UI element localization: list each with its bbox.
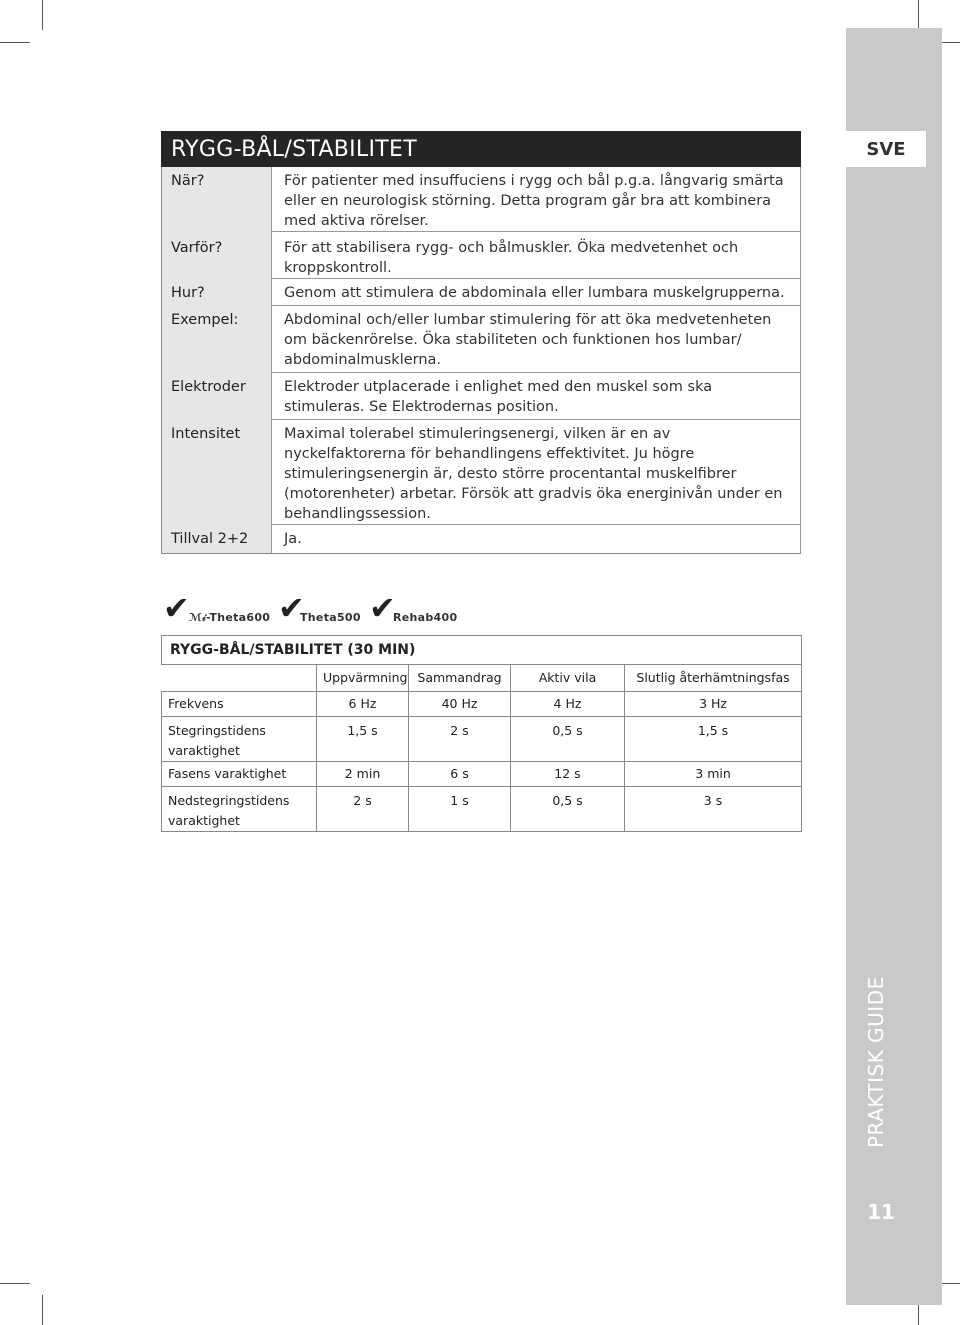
table-cell: 1,5 s xyxy=(625,717,802,762)
table-cell: 4 Hz xyxy=(511,692,625,717)
checkmark-icon: ✔ xyxy=(163,589,190,627)
table-cell: 2 s xyxy=(409,717,511,762)
crop-mark xyxy=(918,0,919,30)
table-cell: 40 Hz xyxy=(409,692,511,717)
row-value: För att stabilisera rygg- och bålmuskler. Öka medvetenhet och kroppskontroll. xyxy=(272,232,801,279)
table-cell: 6 s xyxy=(409,762,511,787)
crop-mark xyxy=(0,42,30,43)
row-value: Abdominal och/eller lumbar stimulering för att öka medvetenheten om bäckenrörelse. Öka stabiliteten och funktionen hos lumbar/ abdominalmusklerna. xyxy=(272,306,801,373)
program-title: RYGG-BÅL/STABILITET (30 MIN) xyxy=(162,636,802,665)
device-compat xyxy=(278,589,361,627)
row-value: Elektroder utplacerade i enlighet med den muskel som ska stimuleras. Se Elektrodernas position. xyxy=(272,373,801,420)
table-row xyxy=(162,762,802,787)
row-label: När? xyxy=(162,167,272,232)
checkmark-icon: ✔ xyxy=(278,589,305,627)
table-row xyxy=(162,373,801,420)
description-table xyxy=(161,167,801,554)
table-cell: 12 s xyxy=(511,762,625,787)
row-label: Elektroder xyxy=(162,373,272,420)
empty-header-cell xyxy=(162,665,317,692)
device-logo: Rehab400 xyxy=(393,611,458,624)
device-compat xyxy=(163,589,271,627)
table-cell: 0,5 s xyxy=(511,787,625,832)
crop-mark xyxy=(0,1283,30,1284)
table-cell: 6 Hz xyxy=(317,692,409,717)
table-row xyxy=(162,306,801,373)
language-tab: SVE xyxy=(846,131,926,167)
row-label: Varför? xyxy=(162,232,272,279)
table-row xyxy=(162,232,801,279)
table-cell: 0,5 s xyxy=(511,717,625,762)
table-title-row xyxy=(162,636,802,665)
sidebar xyxy=(846,28,942,1305)
crop-mark xyxy=(42,1295,43,1325)
row-value: Maximal tolerabel stimuleringsenergi, vilken är en av nyckelfaktorerna för behandlingens effektivitet. Ju högre stimuleringsenergin är, desto större procentantal muskelfibrer (motorenheter) arbetar. Försök att gradvis öka energinivån under en behandlingssession. xyxy=(272,420,801,525)
row-label: Stegringstidens varaktighet xyxy=(162,717,317,762)
table-cell: 1 s xyxy=(409,787,511,832)
table-cell: 3 min xyxy=(625,762,802,787)
row-label: Exempel: xyxy=(162,306,272,373)
table-row xyxy=(162,717,802,762)
table-row xyxy=(162,525,801,554)
table-cell: 1,5 s xyxy=(317,717,409,762)
table-cell: 3 s xyxy=(625,787,802,832)
device-logo: Theta500 xyxy=(300,611,361,624)
device-compat xyxy=(369,589,458,627)
column-header: Uppvärmning xyxy=(317,665,409,692)
row-label: Fasens varaktighet xyxy=(162,762,317,787)
table-row xyxy=(162,692,802,717)
table-cell: 2 min xyxy=(317,762,409,787)
parameters-table xyxy=(161,635,802,832)
row-label: Intensitet xyxy=(162,420,272,525)
table-row xyxy=(162,279,801,306)
program-description xyxy=(161,131,801,554)
table-row xyxy=(162,787,802,832)
row-label: Tillval 2+2 xyxy=(162,525,272,554)
program-parameters xyxy=(161,635,801,832)
column-header: Sammandrag xyxy=(409,665,511,692)
row-label: Frekvens xyxy=(162,692,317,717)
table-cell: 2 s xyxy=(317,787,409,832)
row-label: Hur? xyxy=(162,279,272,306)
page-number: 11 xyxy=(867,1200,895,1224)
section-vertical-title: PRAKTISK GUIDE xyxy=(864,976,888,1148)
table-cell: 3 Hz xyxy=(625,692,802,717)
column-header: Aktiv vila xyxy=(511,665,625,692)
section-title: RYGG-BÅL/STABILITET xyxy=(161,131,801,167)
row-label: Nedstegringstidens varaktighet xyxy=(162,787,317,832)
column-header: Slutlig återhämtningsfas xyxy=(625,665,802,692)
device-logo: ℳ𝒾-Theta600 xyxy=(189,611,271,624)
table-row xyxy=(162,167,801,232)
row-value: Genom att stimulera de abdominala eller lumbara muskelgrupperna. xyxy=(272,279,801,306)
row-value: För patienter med insuffuciens i rygg och bål p.g.a. långvarig smärta eller en neurologisk störning. Detta program går bra att kombinera med aktiva rörelser. xyxy=(272,167,801,232)
checkmark-icon: ✔ xyxy=(369,589,396,627)
table-row xyxy=(162,420,801,525)
crop-mark xyxy=(42,0,43,30)
table-header-row xyxy=(162,665,802,692)
row-value: Ja. xyxy=(272,525,801,554)
